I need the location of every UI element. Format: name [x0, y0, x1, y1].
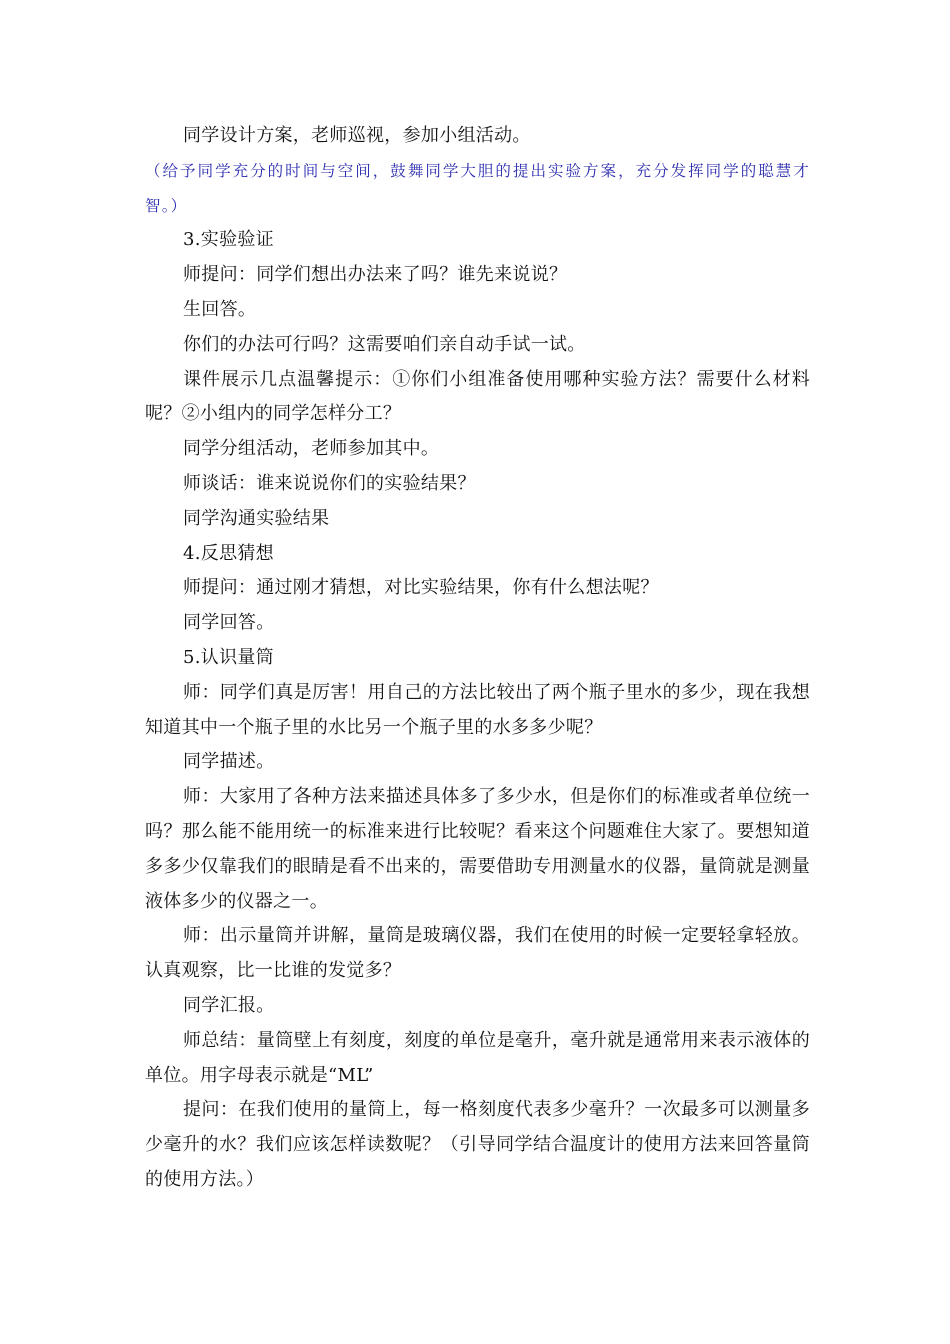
paragraph-student-answer: 生回答。	[183, 298, 257, 320]
paragraph-reflect-question: 师提问：通过刚才猜想，对比实验结果，你有什么想法呢？	[183, 577, 659, 599]
paragraph-try-it: 你们的办法可行吗？这需要咱们亲自动手试一试。	[183, 333, 586, 355]
paragraph-compare-bottles: 师：同学们真是厉害！用自己的方法比较出了两个瓶子里水的多少，现在我想知道其中一个瓶子里的水比另一个瓶子里的水多多少呢？	[145, 681, 810, 738]
paragraph-student-report: 同学汇报。	[183, 994, 275, 1016]
paragraph-share-results: 同学沟通实验结果	[183, 507, 330, 529]
paragraph-student-describe: 同学描述。	[183, 751, 275, 773]
paragraph-group-activity: 同学分组活动，老师参加其中。	[183, 438, 440, 460]
teaching-note: （给予同学充分的时间与空间，鼓舞同学大胆的提出实验方案，充分发挥同学的聪慧才智。）	[145, 161, 810, 215]
section-heading-experiment: 3.实验验证	[183, 229, 274, 251]
paragraph-reading-question: 提问：在我们使用的量筒上，每一格刻度代表多少毫升？一次最多可以测量多少毫升的水？我们应该怎样读数呢？（引导同学结合温度计的使用方法来回答量筒的使用方法。）	[145, 1099, 810, 1190]
section-heading-reflect: 4.反思猜想	[183, 542, 274, 564]
paragraph-teacher-talk: 师谈话：谁来说说你们的实验结果？	[183, 472, 476, 494]
paragraph-teacher-summary: 师总结：量筒壁上有刻度，刻度的单位是毫升，毫升就是通常用来表示液体的单位。用字母表示就是“ML”	[145, 1029, 810, 1086]
document-body	[145, 119, 810, 1198]
paragraph-teacher-question: 师提问：同学们想出办法来了吗？谁先来说说？	[183, 264, 568, 286]
paragraph-show-cylinder: 师：出示量筒并讲解，量筒是玻璃仪器，我们在使用的时候一定要轻拿轻放。认真观察，比一比谁的发觉多？	[145, 925, 810, 982]
paragraph-unified-standard: 师：大家用了各种方法来描述具体多了多少水，但是你们的标准或者单位统一吗？那么能不能用统一的标准来进行比较呢？看来这个问题难住大家了。要想知道多多少仅靠我们的眼睛是看不出来的，需要借助专用测量水的仪器，量筒就是测量液体多少的仪器之一。	[145, 786, 810, 912]
paragraph-design-plan: 同学设计方案，老师巡视，参加小组活动。	[183, 125, 531, 146]
paragraph-tips: 课件展示几点温馨提示：①你们小组准备使用哪种实验方法？需要什么材料呢？②小组内的同学怎样分工？	[145, 368, 810, 425]
section-heading-cylinder: 5.认识量筒	[183, 646, 274, 668]
paragraph-student-reply: 同学回答。	[183, 612, 275, 634]
